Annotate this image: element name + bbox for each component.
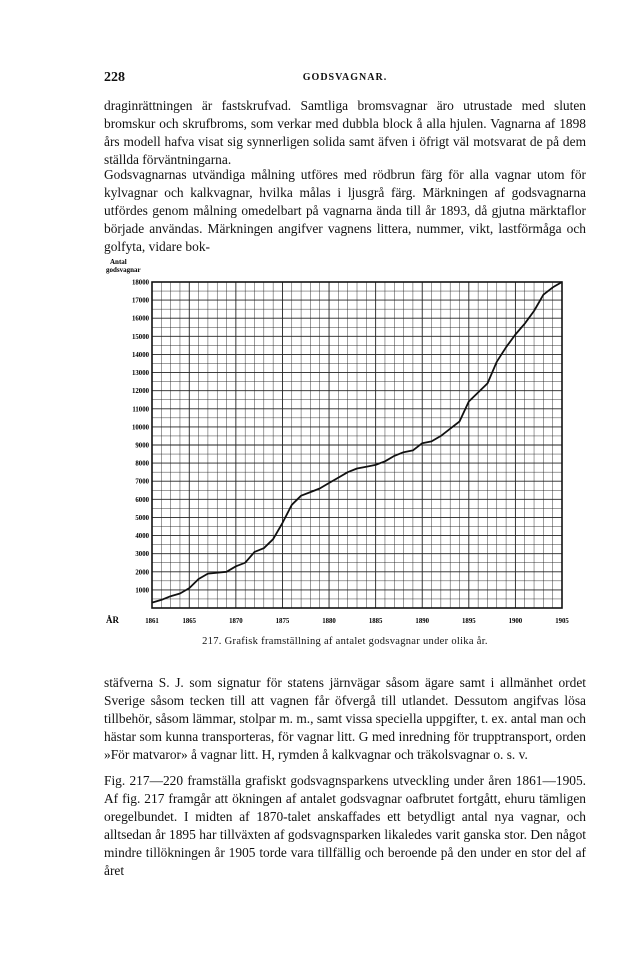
y-tick-label: 13000	[132, 370, 149, 378]
x-tick-labels	[145, 618, 569, 625]
paragraph-1: draginrättningen är fastskrufvad. Samtliga bromsvagnar äro utrustade med sluten bromskur och skrufbroms, som verkar med dubbla block å alla hjulen. Vagnarna af 1898 års modell hafva visat sig synnerligen solida samt äfven i öfrigt väl motsvarat de på dem ställda förväntningarna.	[104, 98, 586, 167]
x-tick-label: 1875	[275, 618, 290, 625]
x-tick-label: 1880	[322, 618, 336, 625]
y-tick-label: 16000	[132, 315, 149, 323]
y-tick-label: 2000	[135, 569, 149, 577]
x-tick-label: 1900	[508, 618, 523, 625]
paragraph-2: Godsvagnarnas utvändiga målning utföres med rödbrun färg för alla vagnar utom för kylvagnar och kalkvagnar, hvilka målas i ljusgrå färg. Märkningen af godsvagnarna utfördes genom målning omedelbart på vagnarna ända till år 1893, då gjutna märktaflor började användas. Märkningen angifver vagnens littera, nummer, vikt, lastförmåga och golfyta, vidare bok-	[104, 167, 586, 254]
x-tick-label: 1861	[145, 618, 159, 625]
figure-caption: 217. Grafisk framställning af antalet godsvagnar under olika år.	[202, 636, 488, 647]
x-tick-label: 1890	[415, 618, 430, 625]
y-tick-label: 11000	[132, 406, 149, 414]
paragraph-4: Fig. 217—220 framställa grafiskt godsvagnsparkens utveckling under åren 1861—1905. Af fig. 217 framgår att ökningen af antalet godsvagnar oafbrutet fortgått, ehuru tämligen oregelbundet. I midten af 1870-talet anskaffades ett betydligt antal nya vagnar, och alltsedan år 1895 har tillväxten af godsvagnsparken likaledes varit ganska stor. Den något mindre tillökningen år 1905 torde vara tillfällig och beroende på den under en stor del af året	[104, 773, 586, 878]
x-tick-label: 1865	[182, 618, 197, 625]
y-tick-labels	[132, 280, 150, 595]
y-tick-label: 5000	[135, 514, 149, 522]
x-tick-label: 1870	[229, 618, 243, 625]
paragraph-3: stäfverna S. J. som signatur för statens järnvägar såsom ägare samt i allmänhet ordet Sverige såsom tecken till att vagnen får öfvergå till utlandet. Dessutom angifvas lösa tillbehör, såsom lämmar, stolpar m. m., samt vissa speciella uppgifter, t. ex. antal man och hästar som kunna transporteras, för vagnar litt. G med inredning för trupptransport, orden »För matvaror» å vagnar litt. H, rymden å kalkvagnar och träkolsvagnar o. s. v.	[104, 675, 586, 762]
y-tick-label: 18000	[132, 279, 149, 287]
y-tick-label: 7000	[135, 478, 149, 486]
y-tick-label: 3000	[135, 551, 149, 559]
x-tick-label: 1905	[555, 618, 569, 625]
running-head: GODSVAGNAR.	[302, 72, 388, 83]
y-tick-label: 10000	[132, 424, 149, 432]
y-tick-label: 4000	[135, 533, 149, 541]
y-tick-label: 15000	[132, 333, 149, 341]
x-tick-label: 1895	[462, 618, 476, 625]
x-tick-label: 1885	[368, 618, 383, 625]
page-number: 228	[104, 70, 125, 85]
y-tick-label: 1000	[135, 587, 149, 595]
chart-grid	[152, 282, 562, 608]
x-axis-label: ÅR	[106, 615, 119, 625]
y-tick-label: 17000	[132, 297, 149, 305]
y-tick-label: 14000	[132, 351, 149, 359]
y-tick-label: 12000	[132, 388, 149, 396]
page-header	[104, 70, 586, 86]
y-tick-label: 6000	[135, 496, 149, 504]
wagon-count-chart	[100, 258, 580, 632]
y-tick-label: 8000	[135, 460, 149, 468]
y-tick-label: 9000	[135, 442, 149, 450]
y-axis-label-line1: Antal	[110, 258, 127, 266]
y-axis-label-line2: godsvagnar	[106, 266, 141, 274]
